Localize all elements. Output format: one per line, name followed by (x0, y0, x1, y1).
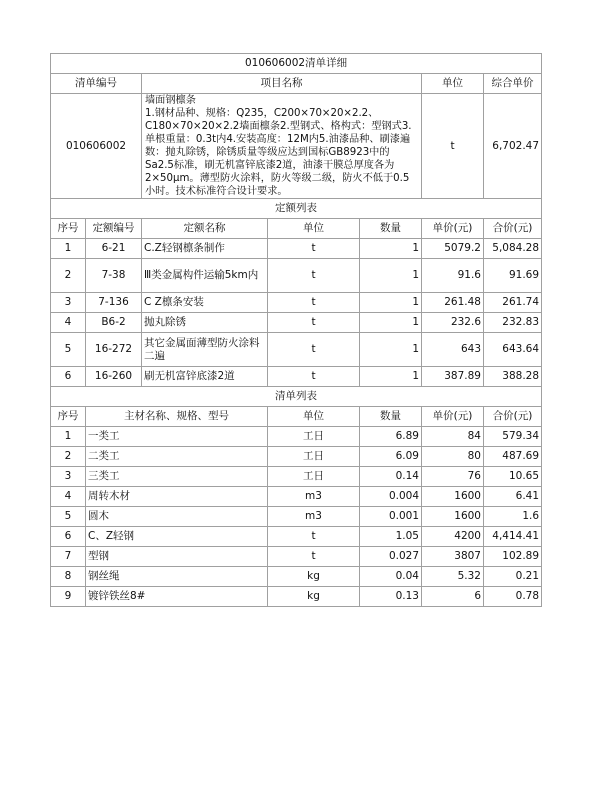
table-title: 010606002清单详细 (51, 54, 542, 74)
quota-header-no: 序号 (51, 219, 86, 239)
quota-total: 388.28 (484, 367, 542, 387)
material-price: 3807 (422, 547, 484, 567)
item-description-body: 1.钢材品种、规格：Q235，C200×70×20×2.2、C180×70×20×2.2墙面檩条2.型钢式、格构式：型钢式3.单根重量：0.3t内4.安装高度：12M内5.油漆品种、刷漆遍数：抛丸除锈，除锈质量等级应达到国标GB8923中的Sa2.5标准，刷无机富锌底漆2道，油漆干膜总厚度各为2×50μm。薄型防火涂料，防火等级二级，防火不低于0.5小时。技术标准符合设计要求。 (145, 108, 412, 197)
material-no: 5 (51, 507, 86, 527)
quota-total: 232.83 (484, 313, 542, 333)
header-code: 清单编号 (51, 74, 142, 94)
quota-code: B6-2 (86, 313, 142, 333)
material-unit: 工日 (268, 467, 360, 487)
material-price: 6 (422, 587, 484, 607)
material-unit: m3 (268, 507, 360, 527)
header-name: 项目名称 (142, 74, 422, 94)
materials-section-title: 清单列表 (51, 387, 542, 407)
quota-header-name: 定额名称 (142, 219, 268, 239)
material-name: 二类工 (86, 447, 268, 467)
quota-row (51, 333, 542, 367)
material-price: 80 (422, 447, 484, 467)
material-total: 487.69 (484, 447, 542, 467)
material-qty: 6.89 (360, 427, 422, 447)
material-unit: 工日 (268, 447, 360, 467)
quota-price: 643 (422, 333, 484, 367)
material-total: 10.65 (484, 467, 542, 487)
quota-name: 其它金属面薄型防火涂料二遍 (142, 333, 268, 367)
quota-name: 刷无机富锌底漆2道 (142, 367, 268, 387)
quota-price: 387.89 (422, 367, 484, 387)
material-total: 4,414.41 (484, 527, 542, 547)
materials-header-qty: 数量 (360, 407, 422, 427)
material-row (51, 527, 542, 547)
material-total: 0.78 (484, 587, 542, 607)
quota-code: 16-260 (86, 367, 142, 387)
material-no: 8 (51, 567, 86, 587)
material-total: 579.34 (484, 427, 542, 447)
item-description (142, 94, 422, 199)
quota-header-qty: 数量 (360, 219, 422, 239)
material-price: 76 (422, 467, 484, 487)
material-name: 型钢 (86, 547, 268, 567)
quota-code: 16-272 (86, 333, 142, 367)
material-name: 圆木 (86, 507, 268, 527)
material-name: 钢丝绳 (86, 567, 268, 587)
material-row (51, 587, 542, 607)
quota-price: 5079.2 (422, 239, 484, 259)
quota-unit: t (268, 333, 360, 367)
material-no: 9 (51, 587, 86, 607)
material-no: 3 (51, 467, 86, 487)
quota-no: 5 (51, 333, 86, 367)
material-price: 1600 (422, 507, 484, 527)
quota-qty: 1 (360, 367, 422, 387)
item-price: 6,702.47 (484, 94, 542, 199)
material-name: 一类工 (86, 427, 268, 447)
quota-unit: t (268, 367, 360, 387)
quota-row (51, 313, 542, 333)
quota-qty: 1 (360, 259, 422, 293)
material-unit: m3 (268, 487, 360, 507)
material-name: 周转木材 (86, 487, 268, 507)
material-total: 102.89 (484, 547, 542, 567)
bill-detail-table (50, 53, 542, 607)
materials-header-unit: 单位 (268, 407, 360, 427)
material-total: 1.6 (484, 507, 542, 527)
material-qty: 0.14 (360, 467, 422, 487)
quota-header-unit: 单位 (268, 219, 360, 239)
quota-no: 6 (51, 367, 86, 387)
quota-header-code: 定额编号 (86, 219, 142, 239)
quota-no: 1 (51, 239, 86, 259)
material-qty: 0.13 (360, 587, 422, 607)
material-row (51, 487, 542, 507)
material-price: 4200 (422, 527, 484, 547)
quota-row (51, 239, 542, 259)
quota-name: C Z檩条安装 (142, 293, 268, 313)
quota-total: 261.74 (484, 293, 542, 313)
material-qty: 0.04 (360, 567, 422, 587)
quota-header-total: 合价(元) (484, 219, 542, 239)
material-total: 0.21 (484, 567, 542, 587)
quota-no: 4 (51, 313, 86, 333)
quota-total: 5,084.28 (484, 239, 542, 259)
quota-code: 7-136 (86, 293, 142, 313)
materials-header-total: 合价(元) (484, 407, 542, 427)
quota-price: 261.48 (422, 293, 484, 313)
header-price: 综合单价 (484, 74, 542, 94)
material-row (51, 427, 542, 447)
quota-qty: 1 (360, 333, 422, 367)
quota-code: 7-38 (86, 259, 142, 293)
material-row (51, 507, 542, 527)
quota-row (51, 259, 542, 293)
quota-name: C.Z轻钢檩条制作 (142, 239, 268, 259)
quota-section-title: 定额列表 (51, 199, 542, 219)
material-unit: t (268, 547, 360, 567)
quota-no: 2 (51, 259, 86, 293)
quota-price: 232.6 (422, 313, 484, 333)
item-code: 010606002 (51, 94, 142, 199)
material-no: 1 (51, 427, 86, 447)
material-row (51, 567, 542, 587)
material-row (51, 547, 542, 567)
material-name: C、Z轻钢 (86, 527, 268, 547)
quota-unit: t (268, 313, 360, 333)
quota-unit: t (268, 293, 360, 313)
quota-no: 3 (51, 293, 86, 313)
material-qty: 0.004 (360, 487, 422, 507)
material-row (51, 467, 542, 487)
quota-qty: 1 (360, 313, 422, 333)
material-no: 7 (51, 547, 86, 567)
quota-total: 643.64 (484, 333, 542, 367)
quota-name: 抛丸除锈 (142, 313, 268, 333)
material-qty: 0.027 (360, 547, 422, 567)
material-qty: 0.001 (360, 507, 422, 527)
item-unit: t (422, 94, 484, 199)
material-no: 4 (51, 487, 86, 507)
item-description-heading: 墙面钢檩条 (145, 95, 196, 106)
material-price: 84 (422, 427, 484, 447)
material-total: 6.41 (484, 487, 542, 507)
header-unit: 单位 (422, 74, 484, 94)
material-qty: 1.05 (360, 527, 422, 547)
quota-qty: 1 (360, 239, 422, 259)
material-unit: t (268, 527, 360, 547)
material-name: 三类工 (86, 467, 268, 487)
material-unit: kg (268, 587, 360, 607)
quota-price: 91.6 (422, 259, 484, 293)
quota-row (51, 367, 542, 387)
quota-total: 91.69 (484, 259, 542, 293)
quota-name: Ⅲ类金属构件运输5km内 (142, 259, 268, 293)
quota-code: 6-21 (86, 239, 142, 259)
quota-row (51, 293, 542, 313)
material-qty: 6.09 (360, 447, 422, 467)
materials-header-name: 主材名称、规格、型号 (86, 407, 268, 427)
quota-unit: t (268, 239, 360, 259)
quota-qty: 1 (360, 293, 422, 313)
material-no: 2 (51, 447, 86, 467)
quota-unit: t (268, 259, 360, 293)
material-price: 5.32 (422, 567, 484, 587)
material-row (51, 447, 542, 467)
material-unit: 工日 (268, 427, 360, 447)
material-name: 镀锌铁丝8# (86, 587, 268, 607)
material-price: 1600 (422, 487, 484, 507)
quota-header-price: 单价(元) (422, 219, 484, 239)
material-no: 6 (51, 527, 86, 547)
materials-header-no: 序号 (51, 407, 86, 427)
materials-header-price: 单价(元) (422, 407, 484, 427)
material-unit: kg (268, 567, 360, 587)
